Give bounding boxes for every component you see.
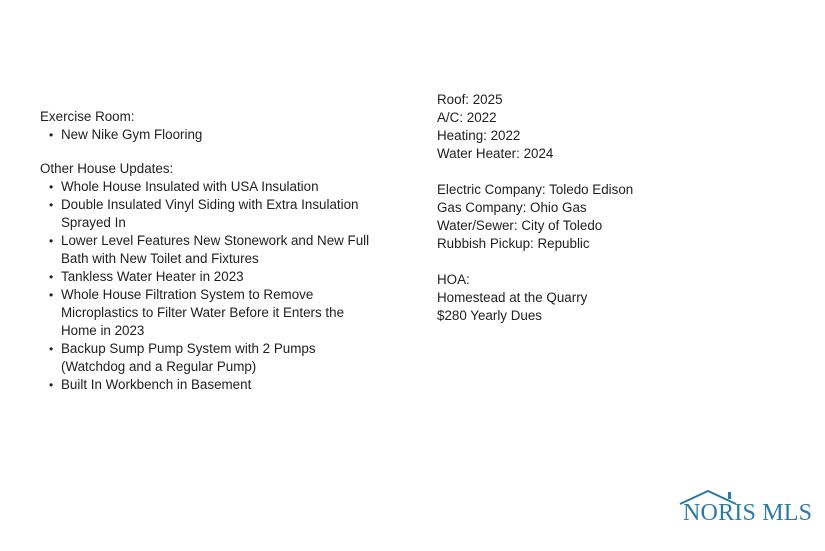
hoa-block: [437, 271, 797, 325]
left-column: [40, 108, 380, 410]
utilities-block: [437, 181, 797, 253]
section-exercise-room: [40, 108, 380, 144]
spacer: [437, 253, 797, 271]
list-item: • Whole House Insulated with USA Insulation: [61, 178, 380, 196]
heating-line: Heating: 2022: [437, 128, 521, 143]
bullet-list: [40, 126, 380, 144]
list-item: • Built In Workbench in Basement: [61, 376, 380, 394]
list-item: • Whole House Filtration System to Remove Microplastics to Filter Water Before it Enters the Home in 2023: [61, 286, 380, 340]
section-heading: Exercise Room:: [40, 109, 135, 124]
list-item: • New Nike Gym Flooring: [61, 126, 380, 144]
rubbish-pickup-line: Rubbish Pickup: Republic: [437, 236, 590, 251]
bullet-list: [40, 178, 380, 394]
list-item: • Tankless Water Heater in 2023: [61, 268, 380, 286]
electric-company-line: Electric Company: Toledo Edison: [437, 182, 634, 197]
hoa-dues: $280 Yearly Dues: [437, 308, 542, 323]
section-heading: Other House Updates:: [40, 161, 174, 176]
logo-text: NORIS MLS: [683, 500, 813, 526]
ac-line: A/C: 2022: [437, 110, 497, 125]
noris-mls-logo: [676, 488, 812, 530]
right-column: [437, 91, 797, 325]
list-item: • Lower Level Features New Stonework and New Full Bath with New Toilet and Fixtures: [61, 232, 380, 268]
list-item: • Double Insulated Vinyl Siding with Extra Insulation Sprayed In: [61, 196, 380, 232]
spacer: [437, 163, 797, 181]
hoa-heading: HOA:: [437, 272, 470, 287]
systems-block: [437, 91, 797, 163]
hoa-name: Homestead at the Quarry: [437, 290, 588, 305]
water-heater-line: Water Heater: 2024: [437, 146, 554, 161]
gas-company-line: Gas Company: Ohio Gas: [437, 200, 587, 215]
list-item: • Backup Sump Pump System with 2 Pumps (Watchdog and a Regular Pump): [61, 340, 380, 376]
roof-line: Roof: 2025: [437, 92, 503, 107]
water-sewer-line: Water/Sewer: City of Toledo: [437, 218, 603, 233]
section-other-house-updates: [40, 160, 380, 394]
